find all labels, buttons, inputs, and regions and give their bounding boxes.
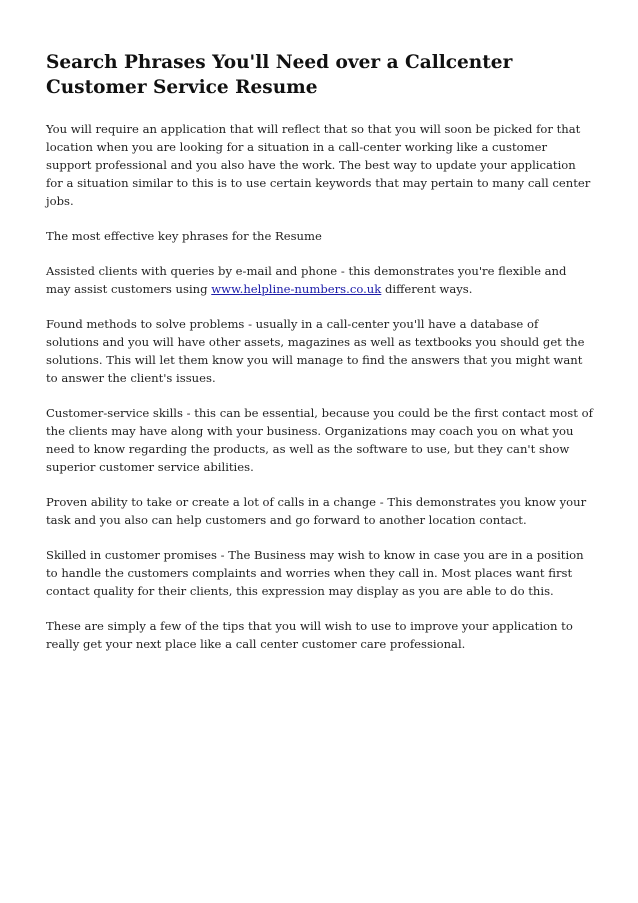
paragraph-customer-promises: Skilled in customer promises - The Business may wish to know in case you are in a position to handle the customers complaints and worries when they call in. Most places want first contact quality for their clients, this expression may display as you are able to do this. xyxy=(46,548,584,598)
paragraph-text-after-link: different ways. xyxy=(381,282,473,296)
document-page xyxy=(46,50,594,670)
paragraph-assisted-clients xyxy=(46,262,594,298)
paragraph-solve-problems: Found methods to solve problems - usually in a call-center you'll have a database of solutions and you will have other assets, magazines as well as textbooks you should get the solutions. This will let them know you will manage to find the answers that you might want to answer the client's issues. xyxy=(46,317,585,385)
paragraph-conclusion: These are simply a few of the tips that you will wish to use to improve your application to really get your next place like a call center customer care professional. xyxy=(46,619,573,651)
paragraph-key-phrases-heading: The most effective key phrases for the Resume xyxy=(46,229,322,243)
paragraph-proven-ability: Proven ability to take or create a lot of calls in a change - This demonstrates you know your task and you also can help customers and go forward to another location contact. xyxy=(46,495,587,527)
paragraph-customer-service-skills: Customer-service skills - this can be essential, because you could be the first contact most of the clients may have along with your business. Organizations may coach you on what you need to know regarding the products, as well as the software to use, but they can't show superior customer service abilities. xyxy=(46,406,593,474)
helpline-numbers-link[interactable]: www.helpline-numbers.co.uk xyxy=(211,282,382,296)
paragraph-intro: You will require an application that will reflect that so that you will soon be picked for that location when you are looking for a situation in a call-center working like a customer support professional and you also have the work. The best way to update your application for a situation similar to this is to use certain keywords that may pertain to many call center jobs. xyxy=(46,122,591,208)
document-title: Search Phrases You'll Need over a Callcenter Customer Service Resume xyxy=(46,52,513,98)
paragraph-text-before-link: Assisted clients with queries by e-mail and phone - this demonstrates you're flexible and may assist customers using xyxy=(46,264,567,296)
